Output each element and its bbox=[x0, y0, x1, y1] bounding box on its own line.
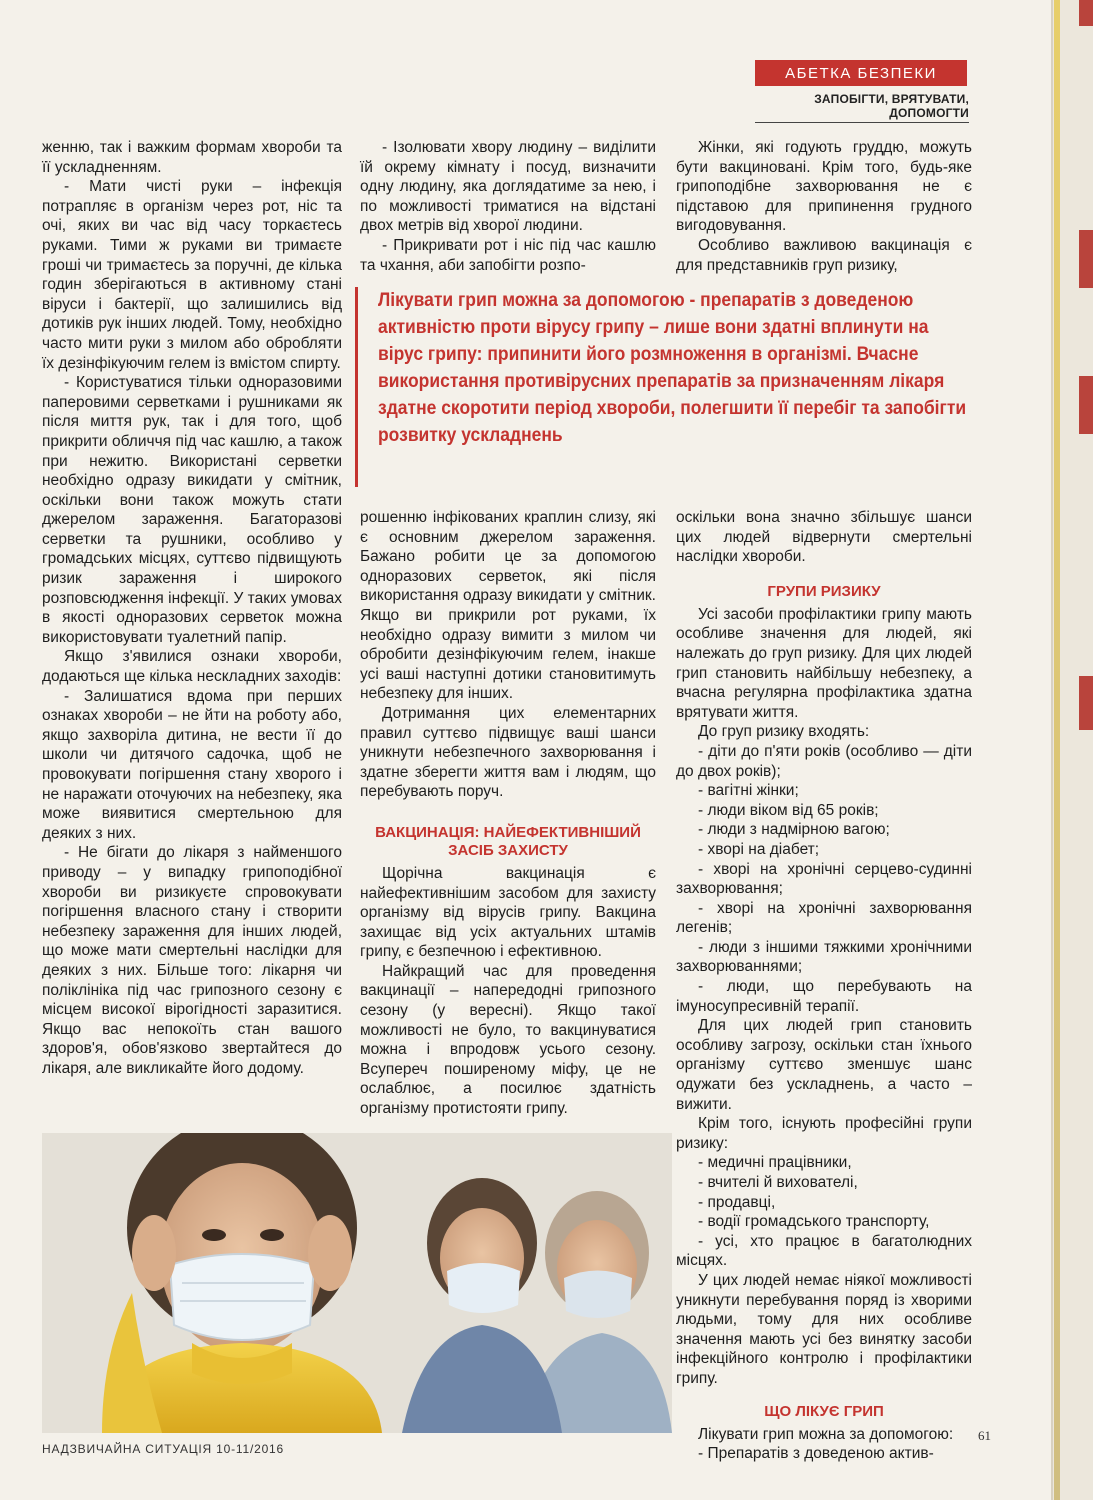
paragraph: - Прикривати рот і ніс під час кашлю та чхання, аби запобігти розпо- bbox=[360, 236, 656, 274]
paragraph: Усі засоби профілактики грипу мають особливе значення для людей, які належать до груп ризику. Для цих людей грип становить найбільшу небезпеку, а вчасна регулярна профілактика здатна врятувати життя. bbox=[676, 605, 972, 721]
column-2-bottom bbox=[360, 508, 656, 1119]
edge-stripe bbox=[1054, 0, 1060, 1500]
paragraph: Лікувати грип можна за допомогою: bbox=[698, 1425, 954, 1443]
list-item: - продавці, bbox=[698, 1193, 776, 1211]
paragraph: До груп ризику входять: bbox=[698, 723, 870, 741]
edge-tab bbox=[1079, 376, 1093, 434]
list-item: - водії громадського транспорту, bbox=[698, 1213, 930, 1231]
column-3-bottom bbox=[676, 508, 972, 1464]
paragraph: У цих людей немає ніякої можливості уникнути перебування поряд із хворими людьми, тому для них особливе значення мають усі без винятку засоби інфекційного контролю і профілактики грипу. bbox=[676, 1271, 972, 1387]
pull-quote-text: Лікувати грип можна за допомогою - препаратів з доведеною активністю проти вірусу грипу – лише вони здатні вплинути на вірус грипу: припинити його розмноження в організмі. Вчасне використання противірусних препаратів за призначенням лікаря здатне скоротити період хвороби, полегшити її перебіг та запобігти розвитку ускладнень bbox=[378, 290, 967, 446]
list-item: - хворі на хронічні захворювання легенів; bbox=[676, 899, 972, 937]
paragraph: - Препаратів з доведеною актив- bbox=[698, 1445, 934, 1463]
masked-people-illustration bbox=[42, 1133, 672, 1433]
list-item: - люди, що перебувають на імуносупресивній терапії. bbox=[676, 978, 972, 1015]
pull-quote bbox=[355, 287, 970, 487]
list-item: - хворі на діабет; bbox=[698, 840, 820, 858]
section-heading: ВАКЦИНАЦІЯ: НАЙЕФЕКТИВНІШИЙ ЗАСІБ ЗАХИСТУ bbox=[375, 823, 641, 859]
paragraph: Особливо важливою вакцинація є для представників груп ризику, bbox=[676, 236, 972, 274]
section-banner bbox=[755, 60, 967, 86]
paragraph: оскільки вона значно збільшує шанси цих людей відвернути смертельні наслідки хвороби. bbox=[676, 509, 972, 566]
section-subtitle: ЗАПОБІГТИ, ВРЯТУВАТИ, ДОПОМОГТИ bbox=[755, 92, 969, 123]
list-item: - вагітні жінки; bbox=[698, 782, 799, 800]
edge-tab bbox=[1079, 676, 1093, 730]
paragraph: - Не бігати до лікаря з найменшого приводу – у випадку грипоподібної хвороби ви ризикуєте спровокувати погіршення власного стану і створити небезпеку зараження для інших людей, що може мати смертельні наслідки для деяких з них. Більше того: лікарня чи поліклініка під час грипозного сезону є місцем високої вірогідності заразитися. Якщо вас непокоїть стан вашого здоров'я, обов'язково звертайтеся до лікаря, але викликайте його додому. bbox=[42, 844, 342, 1077]
paragraph: Дотримання цих елементарних правил суттєво підвищує ваші шанси уникнути небезпечного захворювання і здатне зберегти життя вам і людям, що перебувають поруч. bbox=[360, 704, 656, 801]
list-item: - хворі на хронічні серцево-судинні захворювання; bbox=[676, 860, 972, 898]
page-edge bbox=[1051, 0, 1093, 1500]
paragraph: рошенню інфікованих краплин слизу, які є основним джерелом зараження. Бажано робити це за допомогою одноразових серветок, які після використання одразу викидати у смітник. Якщо ви прикрили рот руками, їх необхідно одразу вимити з милом чи обробити дезінфікуючим гелем, інакше усі ваші наступні дотики становитимуть небезпеку для інших. bbox=[360, 509, 656, 703]
paragraph: Для цих людей грип становить особливу загрозу, оскільки стан їхнього організму суттєво зменшує шанс одужати без ускладнень, а часто – вижити. bbox=[676, 1017, 972, 1113]
list-item: - люди з надмірною вагою; bbox=[698, 821, 890, 839]
paragraph: Жінки, які годують груддю, можуть бути вакциновані. Крім того, будь-яке грипоподібне захворювання не є підставою для припинення грудного вигодовування. bbox=[676, 139, 972, 235]
paragraph: - Ізолювати хвору людину – виділити їй окрему кімнату і посуд, визначити одну людину, яка доглядатиме за нею, і по можливості триматися на відстані двох метрів від хворої людини. bbox=[360, 139, 656, 235]
paragraph: женню, так і важким формам хвороби та її ускладненням. bbox=[42, 139, 342, 176]
section-heading: ГРУПИ РИЗИКУ bbox=[767, 582, 881, 600]
page-number: 61 bbox=[978, 1428, 991, 1443]
paragraph: - Залишатися вдома при перших ознаках хвороби – не йти на роботу або, якщо захворіла дитина, не вести її до школи чи дитячого садочка, щоб не провокувати погіршення стану хворого і не наражати оточуючих на небезпеку, яка може виявитися смертельною для деяких з них. bbox=[42, 687, 342, 842]
paragraph: Крім того, існують професійні групи ризику: bbox=[676, 1115, 972, 1152]
paragraph: Щорічна вакцинація є найефективнішим засобом для захисту організму від вірусів грипу. Вакцина захищає від усіх актуальних штамів грипу, є безпечною і ефективною. bbox=[360, 864, 656, 961]
edge-tab bbox=[1079, 230, 1093, 288]
edge-tab bbox=[1079, 0, 1093, 26]
list-item: - люди з іншими тяжкими хронічними захворюваннями; bbox=[676, 938, 972, 976]
photo-masked-women bbox=[42, 1133, 672, 1433]
list-item: - люди віком від 65 років; bbox=[698, 801, 879, 819]
column-2-top bbox=[360, 138, 656, 275]
list-item: - діти до п'яти років (особливо — діти до двох років); bbox=[676, 742, 972, 780]
list-item: - вчителі й вихователі, bbox=[698, 1174, 858, 1191]
paragraph: - Мати чисті руки – інфекція потрапляє в організм через рот, ніс та очі, яких ви час від часу торкаєтесь руками. Тими ж руками ви тримаєте гроші чи тримаєтесь за поручні, де кілька годин зберігаються в активному стані віруси і бактерії, що залишились від дотиків рук інших людей. Тому, необхідно часто мити руки з милом або обробляти їх дезінфікуючим гелем із вмістом спирту. bbox=[42, 178, 342, 372]
magazine-footer: НАДЗВИЧАЙНА СИТУАЦІЯ 10-11/2016 bbox=[42, 1442, 284, 1456]
column-3-top bbox=[676, 138, 972, 275]
paragraph: Найкращий час для проведення вакцинації – напередодні грипозного сезону (у вересні). Якщо такої можливості не було, то вакцинуватися можна і впродовж усього сезону. Всупереч поширеному міфу, це не ослаблює, а посилює здатність організму протистояти грипу. bbox=[360, 962, 656, 1118]
paragraph: - Користуватися тільки одноразовими паперовими серветками і рушниками як після миття рук, так і для того, щоб прикрити обличчя під час кашлю, а також при нежитю. Використані серветки необхідно одразу викидати у смітник, оскільки вони також можуть стати джерелом зараження. Багаторазові серветки та рушники, особливо у громадських місцях, суттєво підвищують ризик зараження і широкого розповсюдження інфекції. У таких умовах в якості одноразових серветок можна використовувати туалетний папір. bbox=[42, 374, 343, 646]
section-title: АБЕТКА БЕЗПЕКИ bbox=[785, 64, 937, 82]
list-item: - медичні працівники, bbox=[698, 1154, 852, 1172]
list-item: - усі, хто працює в багатолюдних місцях. bbox=[676, 1232, 972, 1270]
paragraph: Якщо з'явилися ознаки хвороби, додаються ще кілька нескладних заходів: bbox=[42, 648, 342, 686]
column-1 bbox=[42, 138, 342, 1079]
section-heading: ЩО ЛІКУЄ ГРИП bbox=[764, 1402, 884, 1420]
